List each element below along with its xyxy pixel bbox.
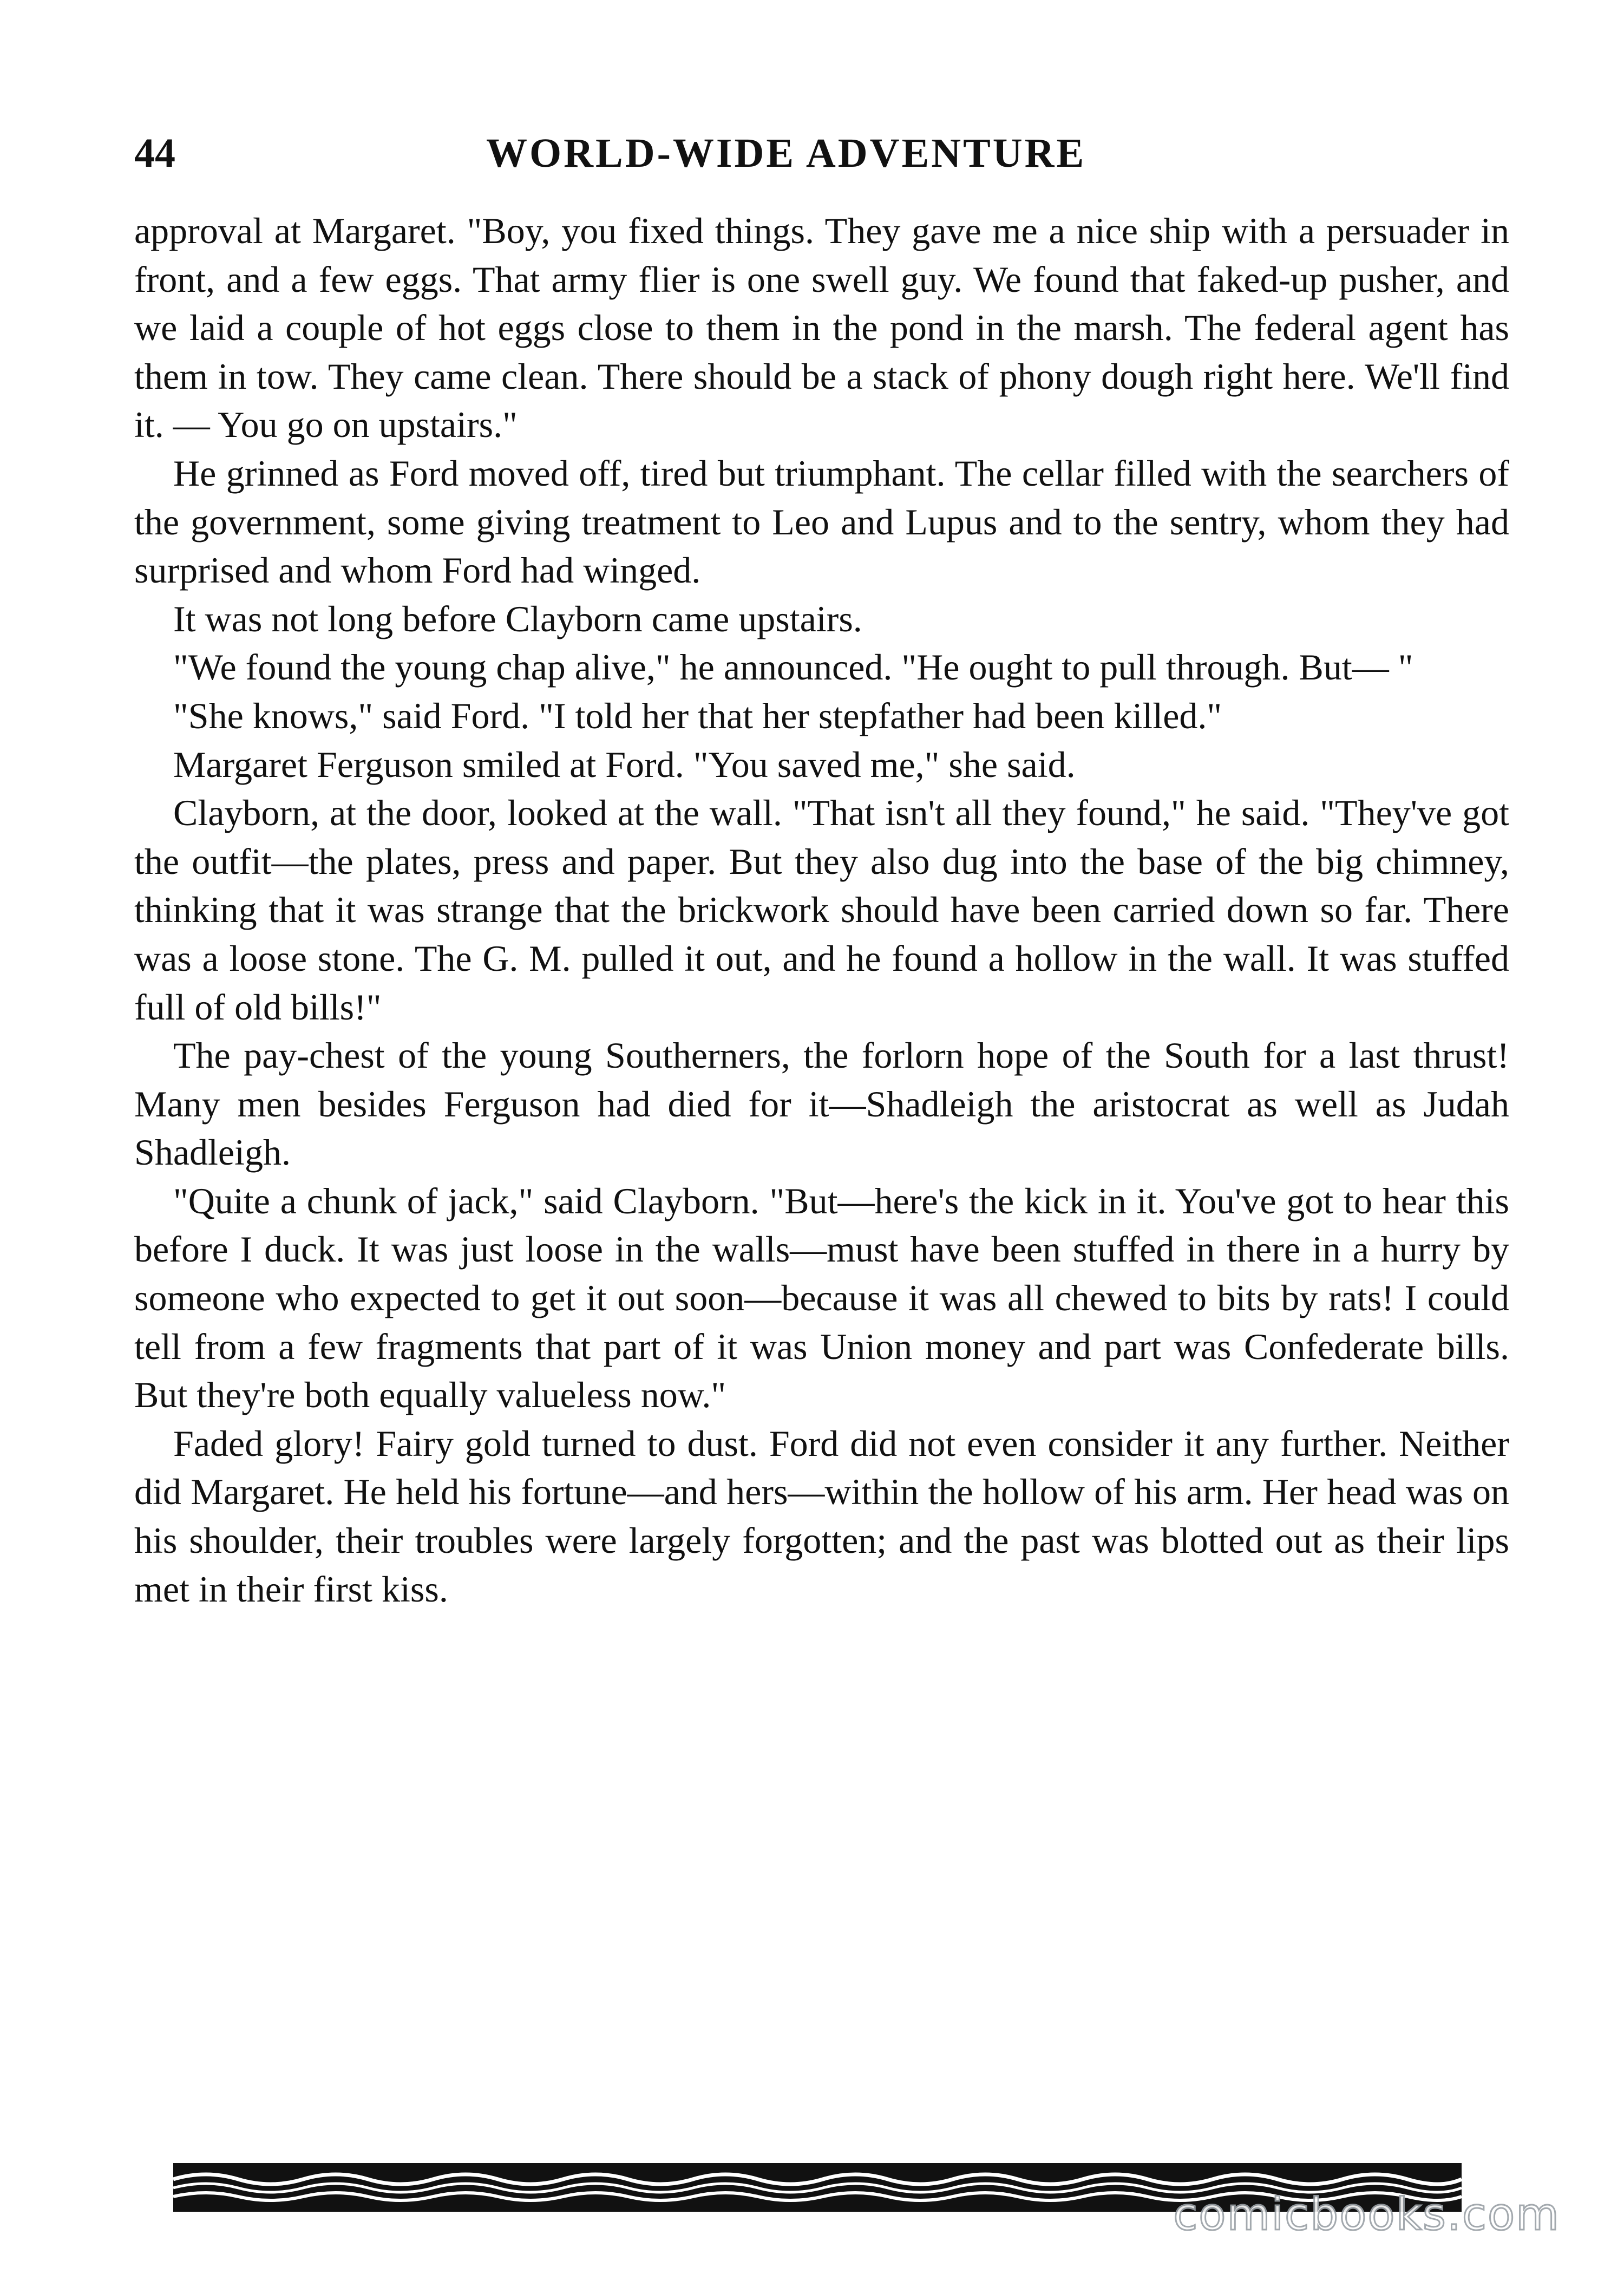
paragraph: "Quite a chunk of jack," said Clayborn. "But—here's the kick in it. You've got to hear this before I duck. It was just loose in the walls—must have been stuffed in there in a hurry by someone who expected to get it out soon—because it was all chewed to bits by rats! I could tell from a few fragments that part of it was Union money and part was Confederate bills. But they're both equally valueless now." <box>134 1180 1509 1416</box>
paragraph: Margaret Ferguson smiled at Ford. "You saved me," she said. <box>173 743 1076 785</box>
running-head <box>134 123 1498 183</box>
paragraph: It was not long before Clayborn came upstairs. <box>173 598 862 639</box>
story-text <box>134 207 1509 1613</box>
running-title: WORLD-WIDE ADVENTURE <box>486 130 1086 176</box>
paragraph: Faded glory! Fairy gold turned to dust. Ford did not even consider it any further. Neither did Margaret. He held his fortune—and hers—within the hollow of his arm. Her head was on his shoulder, their troubles were largely forgotten; and the past was blotted out as their lips met in their first kiss. <box>134 1422 1509 1610</box>
paragraph: He grinned as Ford moved off, tired but triumphant. The cellar filled with the searchers of the government, some giving treatment to Leo and Lupus and to the sentry, whom they had surprised and whom Ford had winged. <box>134 452 1509 591</box>
paragraph: Clayborn, at the door, looked at the wall. "That isn't all they found," he said. "They've got the outfit—the plates, press and paper. But they also dug into the base of the big chimney, thinking that it was strange that the brickwork should have been carried down so far. There was a loose stone. The G. M. pulled it out, and he found a hollow in the wall. It was stuffed full of old bills!" <box>134 792 1509 1028</box>
page-number: 44 <box>134 130 175 176</box>
paragraph: The pay-chest of the young Southerners, the forlorn hope of the South for a last thrust! Many men besides Ferguson had died for it—Shadleigh the aristocrat as well as Judah Shadleigh. <box>134 1035 1509 1173</box>
paragraph: approval at Margaret. "Boy, you fixed things. They gave me a nice ship with a persuader in front, and a few eggs. That army flier is one swell guy. We found that faked-up pusher, and we laid a couple of hot eggs close to them in the pond in the marsh. The federal agent has them in tow. They came clean. There should be a stack of phony dough right here. We'll find it. — You go on upstairs." <box>134 210 1509 446</box>
site-watermark: comicbooks.com <box>1173 2189 1560 2240</box>
paragraph: "She knows," said Ford. "I told her that her stepfather had been killed." <box>173 695 1222 736</box>
paragraph: "We found the young chap alive," he announced. "He ought to pull through. But— " <box>173 646 1413 688</box>
